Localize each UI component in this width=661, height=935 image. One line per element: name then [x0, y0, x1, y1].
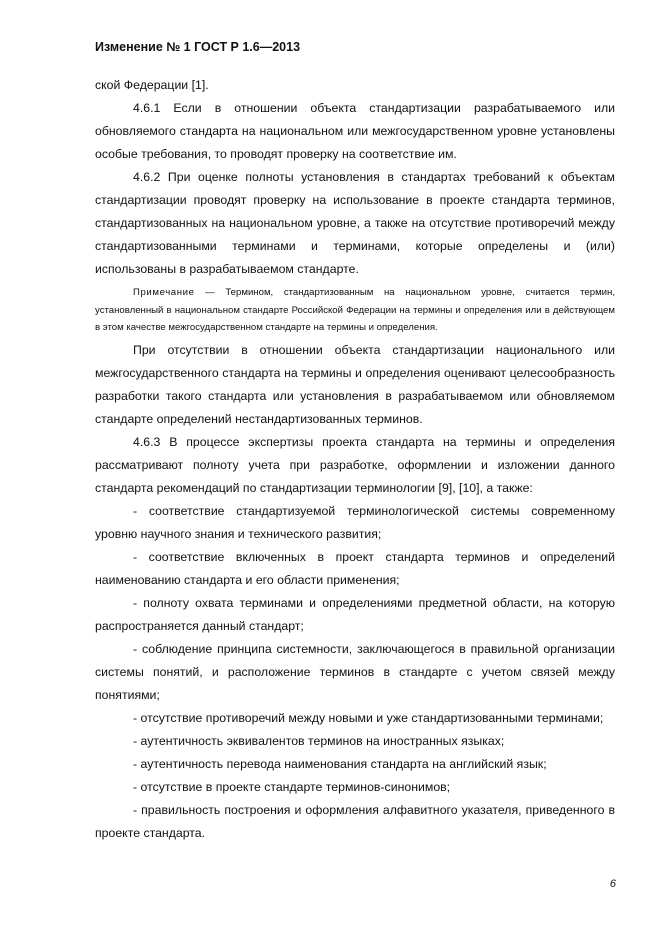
page-number: 6 — [609, 878, 616, 890]
paragraph-absence: При отсутствии в отношении объекта стандартизации национального или межгосударственного стандарта на термины и определения оценивают целесообразность разработки такого стандарта или установления в разрабатываемом или обновляемом стандарте определений нестандартизованных терминов. — [95, 342, 615, 426]
list-item: - аутентичность эквивалентов терминов на иностранных языках; — [133, 733, 505, 748]
list-item: - аутентичность перевода наименования стандарта на английский язык; — [133, 756, 547, 771]
document-body — [95, 74, 615, 845]
list-item: - правильность построения и оформления алфавитного указателя, приведенного в проекте стандарта. — [95, 802, 615, 840]
list-item: - соответствие стандартизуемой терминологической системы современному уровню научного знания и технического развития; — [95, 503, 615, 541]
paragraph-4-6-2: 4.6.2 При оценке полноты установления в стандартах требований к объектам стандартизации проводят проверку на использование в проекте стандарта терминов, стандартизованных на национальном уровне, а также на отсутствие противоречий между стандартизованными терминами и терминами, которые определены и (или) использованы в разрабатываемом стандарте. — [95, 170, 615, 276]
paragraph-4-6-3: 4.6.3 В процессе экспертизы проекта стандарта на термины и определения рассматривают полноту учета при разработке, оформлении и изложении данного стандарта рекомендаций по стандартизации терминологии [9], [10], а также: — [95, 434, 615, 495]
paragraph-continuation: ской Федерации [1]. — [95, 78, 209, 92]
list-item: - соблюдение принципа системности, заключающегося в правильной организации системы понятий, и расположение терминов в стандарте с учетом связей между понятиями; — [95, 641, 615, 702]
paragraph-4-6-1: 4.6.1 Если в отношении объекта стандартизации разрабатываемого или обновляемого стандарта на национальном или межгосударственном уровне установлены особые требования, то проводят проверку на соответствие им. — [95, 101, 615, 161]
list-item: - отсутствие противоречий между новыми и уже стандартизованными терминами; — [133, 710, 604, 725]
list-item: - отсутствие в проекте стандарте терминов-синонимов; — [133, 779, 451, 794]
page-header-title: Изменение № 1 ГОСТ Р 1.6—2013 — [95, 40, 301, 54]
note-text: — Термином, стандартизованным на национальном уровне, считается термин, установленный в национальном стандарте Российской Федерации на термины и определения или в действующем в этом качестве межгосударственном стандарте на термины и определения. — [95, 287, 615, 333]
list-item: - соответствие включенных в проект стандарта терминов и определений наименованию стандарта и его области применения; — [95, 549, 615, 587]
note — [95, 284, 615, 337]
list-item: - полноту охвата терминами и определениями предметной области, на которую распространяется данный стандарт; — [95, 595, 615, 633]
note-label: Примечание — [133, 287, 195, 298]
